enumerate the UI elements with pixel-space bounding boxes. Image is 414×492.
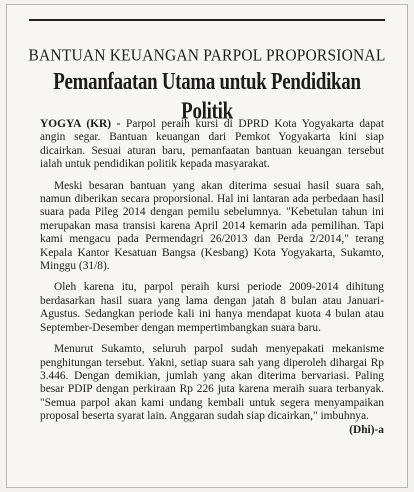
paragraph-4 <box>40 343 384 436</box>
paragraph-4-text: Menurut Sukamto, seluruh parpol sudah menyepakati mekanisme penghitungan tersebut. Yakni, setiap suara sah yang diperoleh dihargai Rp 3.446. Dengan demikian, jumlah yang akan diterima bervariasi. Paling besar PDIP dengan perkiraan Rp 226 juta karena meraih suara terbanyak. "Semua parpol akan kami undang kembali untuk segera menyampaikan proposal beserta syarat lain. Anggaran sudah siap dicairkan," imbuhnya. <box>40 343 384 423</box>
newspaper-clipping <box>6 4 408 488</box>
paragraph-2: Meski besaran bantuan yang akan diterima sesuai hasil suara sah, namun diberikan secara proporsional. Hal ini lantaran ada perbedaan hasil suara pada Pileg 2014 dengan pemilu sebelumnya. "Kebetulan tahun ini merupakan masa transisi karena April 2014 kemarin ada pemilihan. Tapi kami mengacu pada Permendagri 26/2013 dan Perda 2/2014," terang Kepala Kantor Kesatuan Bangsa (Kesbang) Kota Yogyakarta, Sukamto, Minggu (31/8). <box>40 179 384 273</box>
top-rule <box>29 19 385 21</box>
article-headline: Pemanfaatan Utama untuk Pendidikan Politik <box>53 66 361 125</box>
article-body <box>40 118 384 437</box>
paragraph-1 <box>40 118 384 172</box>
paragraph-1-text: Parpol peraih kursi di DPRD Kota Yogyakarta dapat angin segar. Bantuan keuangan dari Pemkot Yogyakarta kini siap dicairkan. Sesuai aturan baru, pemanfaatan bantuan keuangan tersebut ialah untuk pendidikan politik kepada masyarakat. <box>40 118 384 171</box>
article-kicker: BANTUAN KEUANGAN PARPOL PROPORSIONAL <box>28 46 386 65</box>
author-signoff: (Dhi)-a <box>349 423 384 436</box>
dateline: YOGYA (KR) - <box>40 118 121 130</box>
paragraph-3: Oleh karena itu, parpol peraih kursi periode 2009-2014 dihitung berdasarkan hasil suara yang lama dengan jatah 8 bulan atau Januari-Agustus. Sedangkan periode kali ini hanya mendapat kuota 4 bulan atau September-Desember dengan mempertimbangkan suara baru. <box>40 281 384 334</box>
